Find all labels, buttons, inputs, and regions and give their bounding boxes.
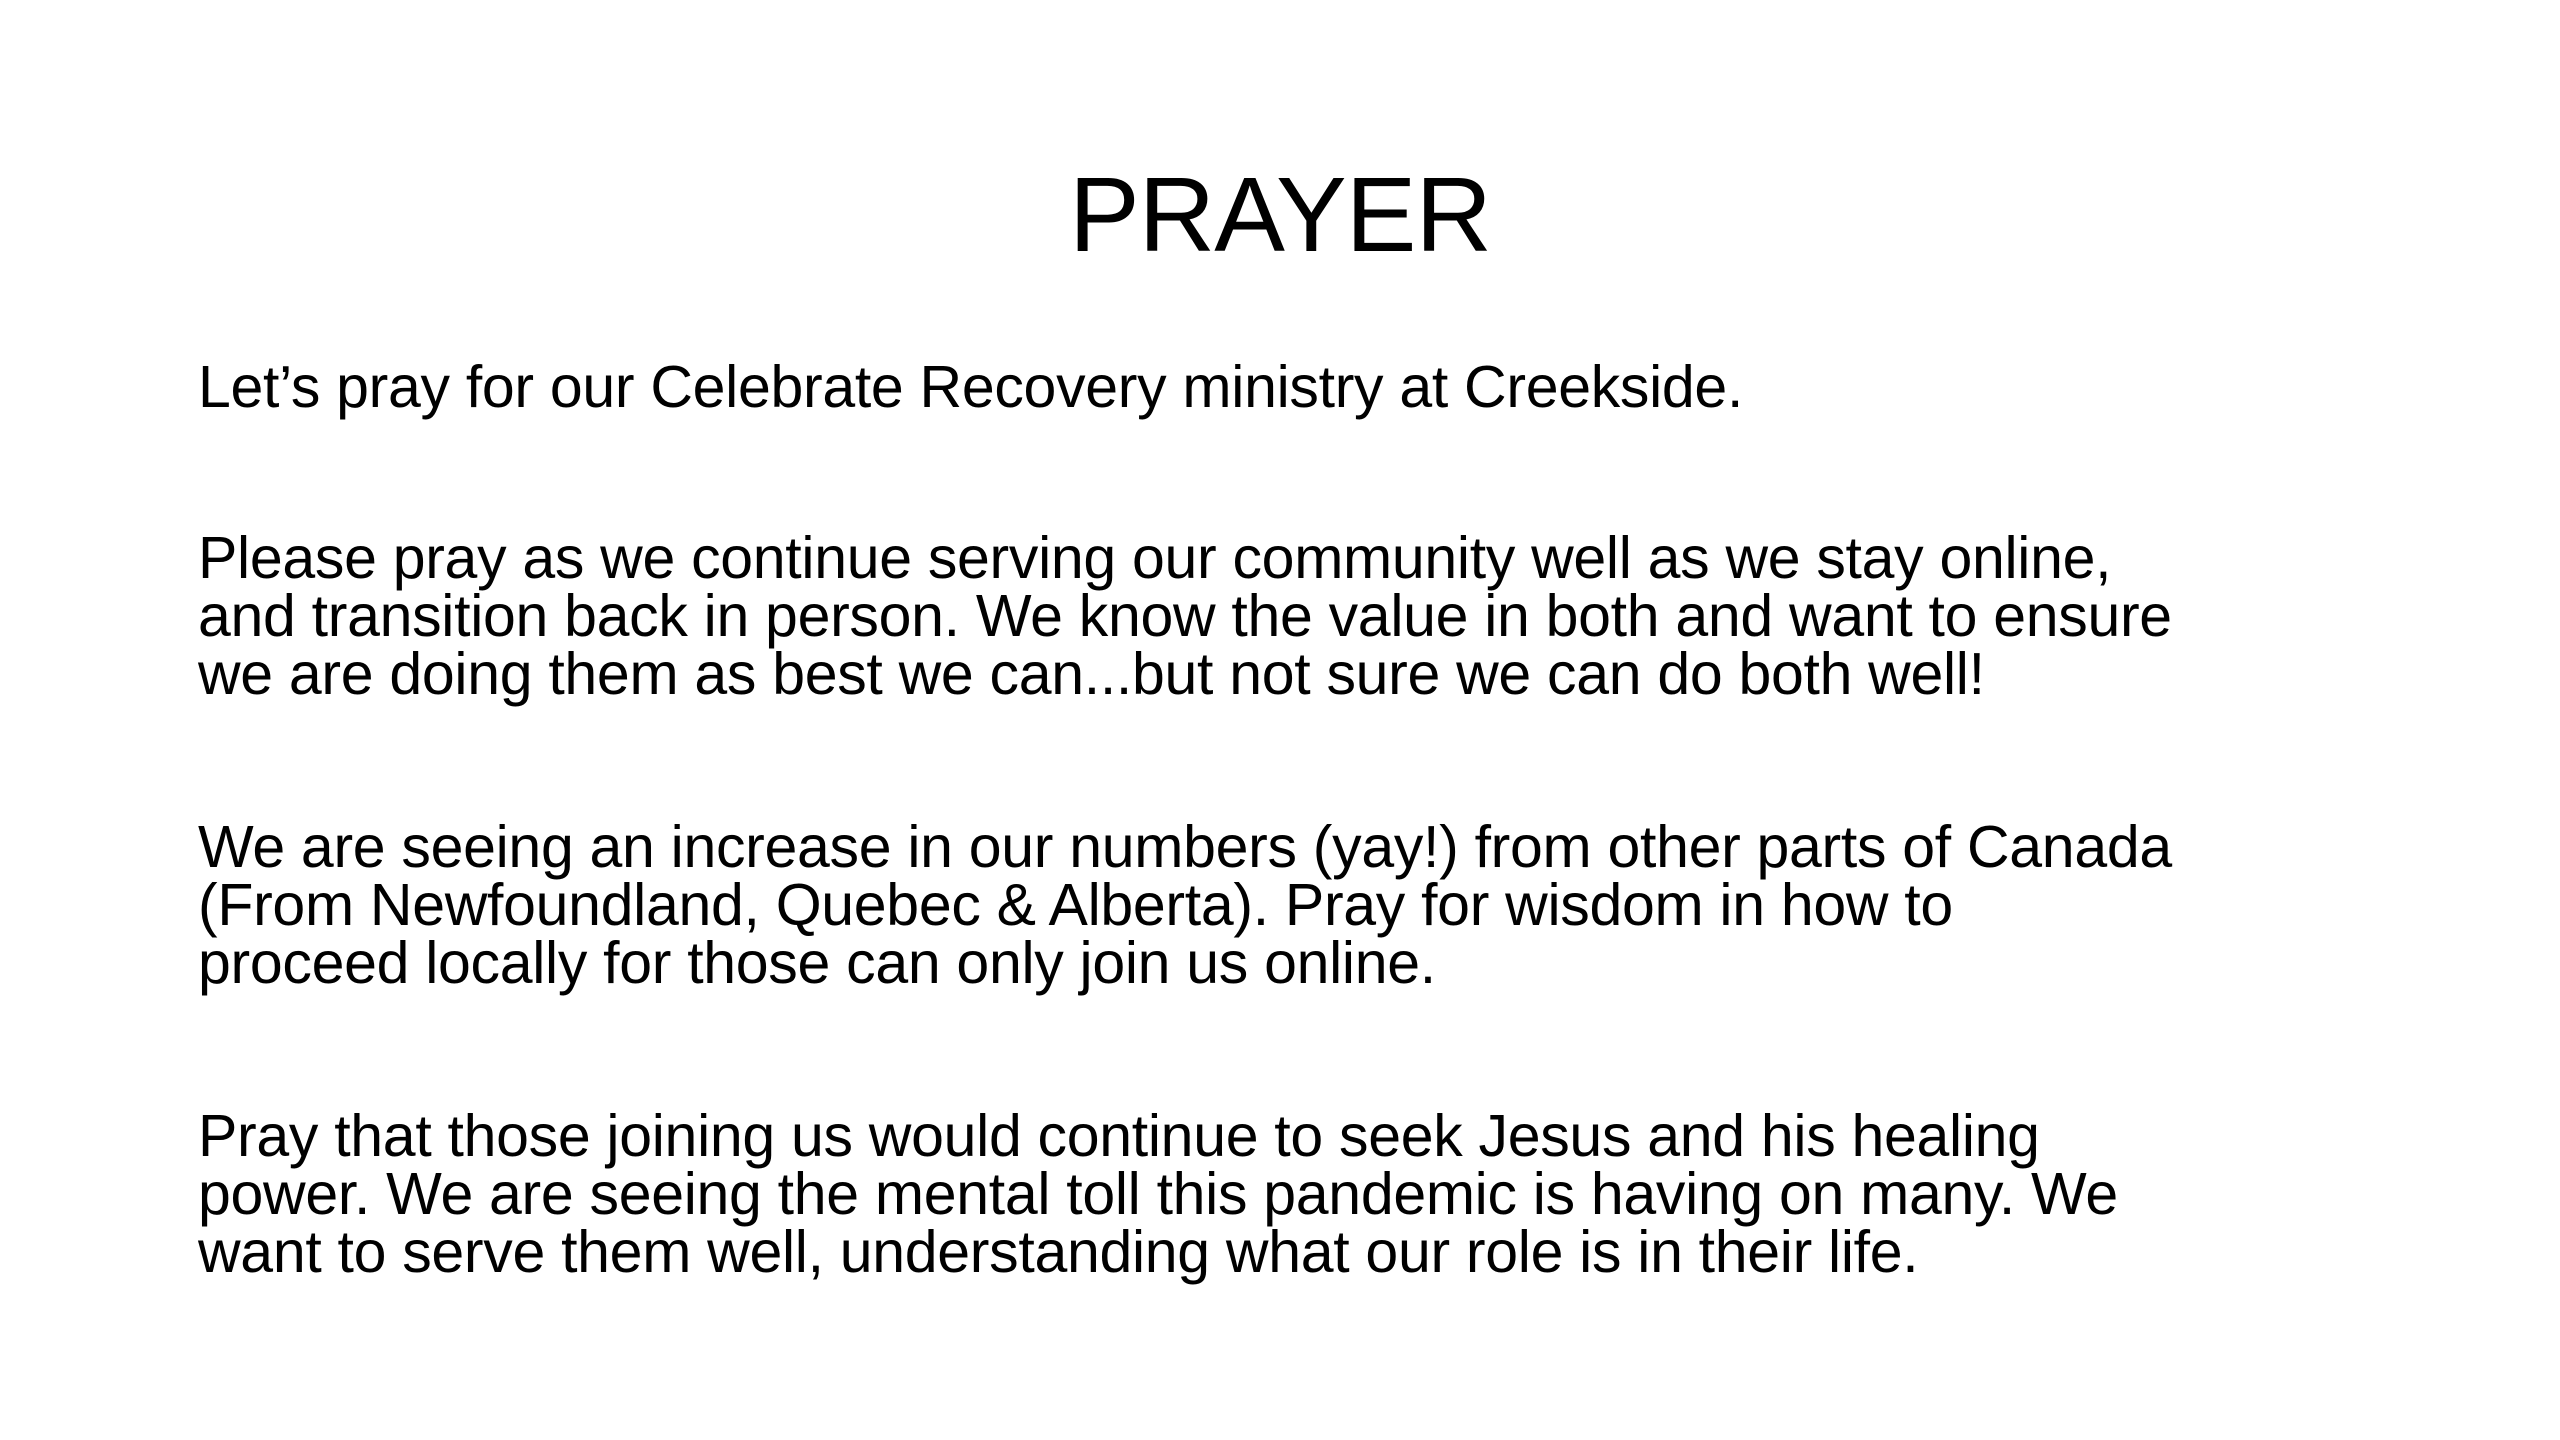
- paragraph-line: We are seeing an increase in our numbers (yay!) from other parts of Canada: [198, 814, 2172, 880]
- paragraph-line: proceed locally for those can only join us online.: [198, 930, 1436, 996]
- paragraph-line: want to serve them well, understanding what our role is in their life.: [198, 1219, 1919, 1285]
- paragraph-line: we are doing them as best we can...but not sure we can do both well!: [198, 641, 1985, 707]
- paragraph-intro: [198, 354, 2458, 420]
- paragraph-line: Please pray as we continue serving our community well as we stay online,: [198, 525, 2112, 591]
- slide-body: [198, 354, 2458, 1285]
- paragraph-online-transition: [198, 525, 2458, 707]
- paragraph-healing: [198, 1103, 2458, 1285]
- paragraph-canada-growth: [198, 814, 2458, 996]
- paragraph-line: (From Newfoundland, Quebec & Alberta). Pray for wisdom in how to: [198, 872, 1953, 938]
- paragraph-line: Let’s pray for our Celebrate Recovery ministry at Creekside.: [198, 354, 1744, 420]
- paragraph-line: and transition back in person. We know the value in both and want to ensure: [198, 583, 2172, 649]
- slide-title: PRAYER: [1068, 156, 1492, 274]
- paragraph-line: power. We are seeing the mental toll this pandemic is having on many. We: [198, 1161, 2118, 1227]
- paragraph-line: Pray that those joining us would continue to seek Jesus and his healing: [198, 1103, 2040, 1169]
